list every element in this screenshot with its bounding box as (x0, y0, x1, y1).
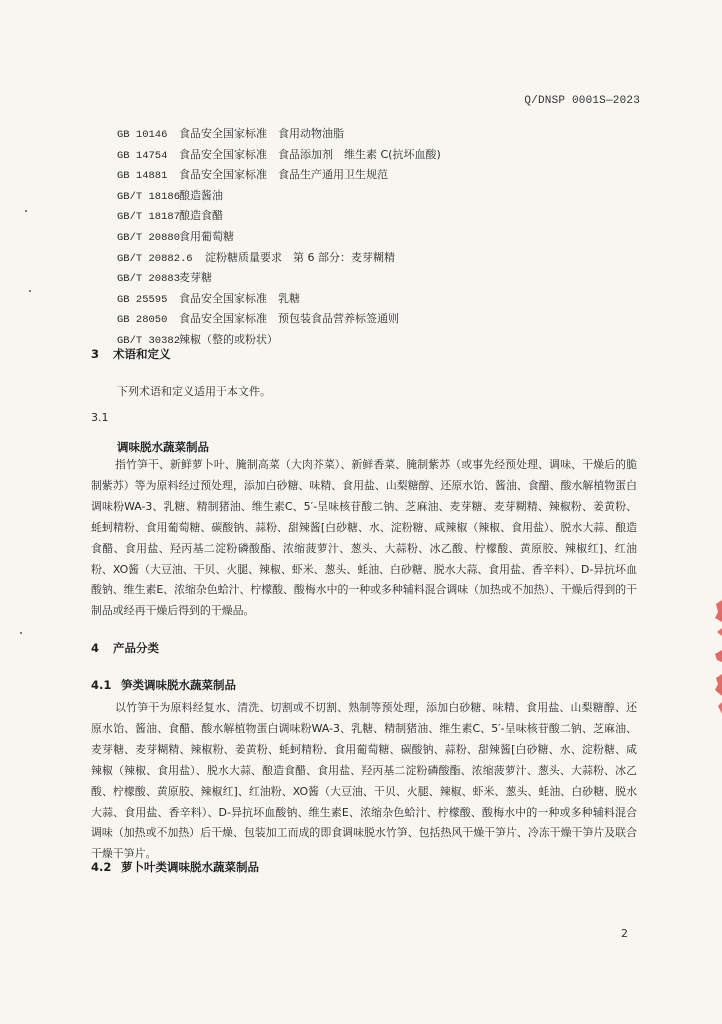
reference-name: 淀粉糖质量要求 第 6 部分：麦芽糊精 (205, 250, 395, 264)
reference-code: GB 28050 (117, 314, 168, 327)
reference-name: 辣椒（整的或粉状） (179, 332, 278, 346)
scan-speck (29, 290, 31, 292)
seal-stamp-fragment (712, 598, 722, 718)
reference-item (117, 124, 441, 145)
reference-item (117, 165, 441, 186)
reference-code: GB 10146 (117, 129, 168, 141)
reference-name: 食用葡萄糖 (179, 229, 234, 243)
reference-name: 食品安全国家标准 预包装食品营养标签通则 (179, 312, 399, 326)
reference-item (117, 289, 441, 310)
reference-code: GB 14754 (117, 149, 168, 162)
subsection-number: 4.2 (91, 860, 112, 874)
reference-code: GB/T 18187 (117, 211, 181, 224)
section-number: 4 (91, 641, 100, 655)
standard-code: Q/DNSP 0001S—2023 (524, 95, 640, 107)
reference-code: GB 14881 (117, 170, 168, 183)
reference-item (117, 309, 441, 330)
reference-item (117, 268, 441, 289)
section-title: 产品分类 (113, 641, 159, 655)
section-title: 术语和定义 (113, 347, 171, 361)
reference-name: 食品安全国家标准 食品添加剂 维生素 C(抗坏血酸) (179, 147, 441, 161)
subsection-4-2-heading (91, 859, 259, 875)
subsection-title: 萝卜叶类调味脱水蔬菜制品 (121, 860, 259, 874)
reference-name: 食品安全国家标准 食用动物油脂 (179, 127, 344, 140)
scan-speck (25, 210, 27, 212)
section-3-intro: 下列术语和定义适用于本文件。 (117, 385, 271, 398)
reference-name: 酿造酱油 (179, 188, 223, 202)
page-number: 2 (621, 927, 628, 940)
subsection-4-1-heading (91, 677, 236, 693)
term-title: 调味脱水蔬菜制品 (117, 440, 209, 454)
reference-code: GB 25595 (117, 293, 168, 306)
reference-code: GB/T 20880 (117, 231, 181, 244)
normative-references-list (117, 124, 441, 351)
reference-code: GB/T 20882.6 (117, 252, 193, 265)
reference-item (117, 248, 441, 269)
scan-speck (20, 632, 22, 634)
subsection-4-1-text: 以竹笋干为原料经复水、清洗、切割或不切割、熟制等预处理，添加白砂糖、味精、食用盐、山梨糖醇、还原水饴、酱油、食醋、酸水解植物蛋白调味粉WA-3、乳糖、精制猪油、维生素C、5′-呈味核苷酸二钠、芝麻油、麦芽糖、麦芽糊精、辣椒粉、姜黄粉、蚝蚵精粉、食用葡萄糖、碳酸钠、蒜粉、甜辣酱[白砂糖、水、淀粉糖、咸辣椒（辣椒、食用盐）、脱水大蒜、酿造食醋、食用盐、羟丙基二淀粉磷酸酯、浓缩菠萝汁、葱头、大蒜粉、冰乙酸、柠檬酸、黄原胶、辣椒红]、红油粉、XO酱（大豆油、干贝、火腿、辣椒、虾米、葱头、蚝油、白砂糖、脱水大蒜、食用盐、香辛料）、D-异抗坏血酸钠、维生素E、浓缩杂色蛤汁、柠檬酸、酸梅水中的一种或多种辅料混合调味（加热或不加热）后干燥、包装加工而成的即食调味脱水竹笋、包括热风干燥干笋片、冷冻干燥干笋片及联合干燥干笋片。 (91, 701, 637, 861)
reference-name: 麦芽糖 (179, 271, 212, 285)
term-definition: 指竹笋干、新鲜萝卜叶、腌制高菜（大肉芥菜）、新鲜香菜、腌制紫苏（或事先经预处理、调味、干燥后的脆制紫苏）等为原料经过预处理，添加白砂糖、味精、食用盐、山梨糖醇、还原水饴、酱油、食醋、酸水解植物蛋白调味粉WA-3、乳糖、精制猪油、维生素C、5′-呈味核苷酸二钠、芝麻油、麦芽糖、麦芽糊精、辣椒粉、姜黄粉、蚝蚵精粉、食用葡萄糖、碳酸钠、蒜粉、甜辣酱[白砂糖、水、淀粉糖、咸辣椒（辣椒、食用盐）、脱水大蒜、酿造食醋、食用盐、羟丙基二淀粉磷酸酯、浓缩菠萝汁、葱头、大蒜粉、冰乙酸、柠檬酸、黄原胶、辣椒红]、红油粉、XO酱（大豆油、干贝、火腿、辣椒、虾米、葱头、蚝油、白砂糖、脱水大蒜、食用盐、香辛料）、D-异抗坏血酸钠、维生素E、浓缩杂色蛤汁、柠檬酸、酸梅水中的一种或多种辅料混合调味（加热或不加热）、干燥后得到的干制品或经再干燥后得到的干燥品。 (91, 458, 637, 618)
subsection-number: 4.1 (91, 678, 112, 692)
reference-item (117, 145, 441, 166)
subsection-title: 笋类调味脱水蔬菜制品 (121, 678, 236, 692)
reference-item (117, 227, 441, 248)
reference-name: 食品安全国家标准 乳糖 (179, 291, 300, 305)
reference-code: GB/T 20883 (117, 273, 181, 286)
section-number: 3 (91, 347, 100, 361)
reference-name: 酿造食醋 (179, 209, 223, 223)
reference-name: 食品安全国家标准 食品生产通用卫生规范 (179, 168, 388, 182)
term-number: 3.1 (91, 411, 109, 424)
section-4-heading (91, 640, 159, 656)
reference-code: GB/T 30382 (117, 334, 181, 347)
section-3-heading (91, 346, 171, 362)
reference-item (117, 186, 441, 207)
reference-item (117, 206, 441, 227)
reference-code: GB/T 18186 (117, 190, 181, 203)
